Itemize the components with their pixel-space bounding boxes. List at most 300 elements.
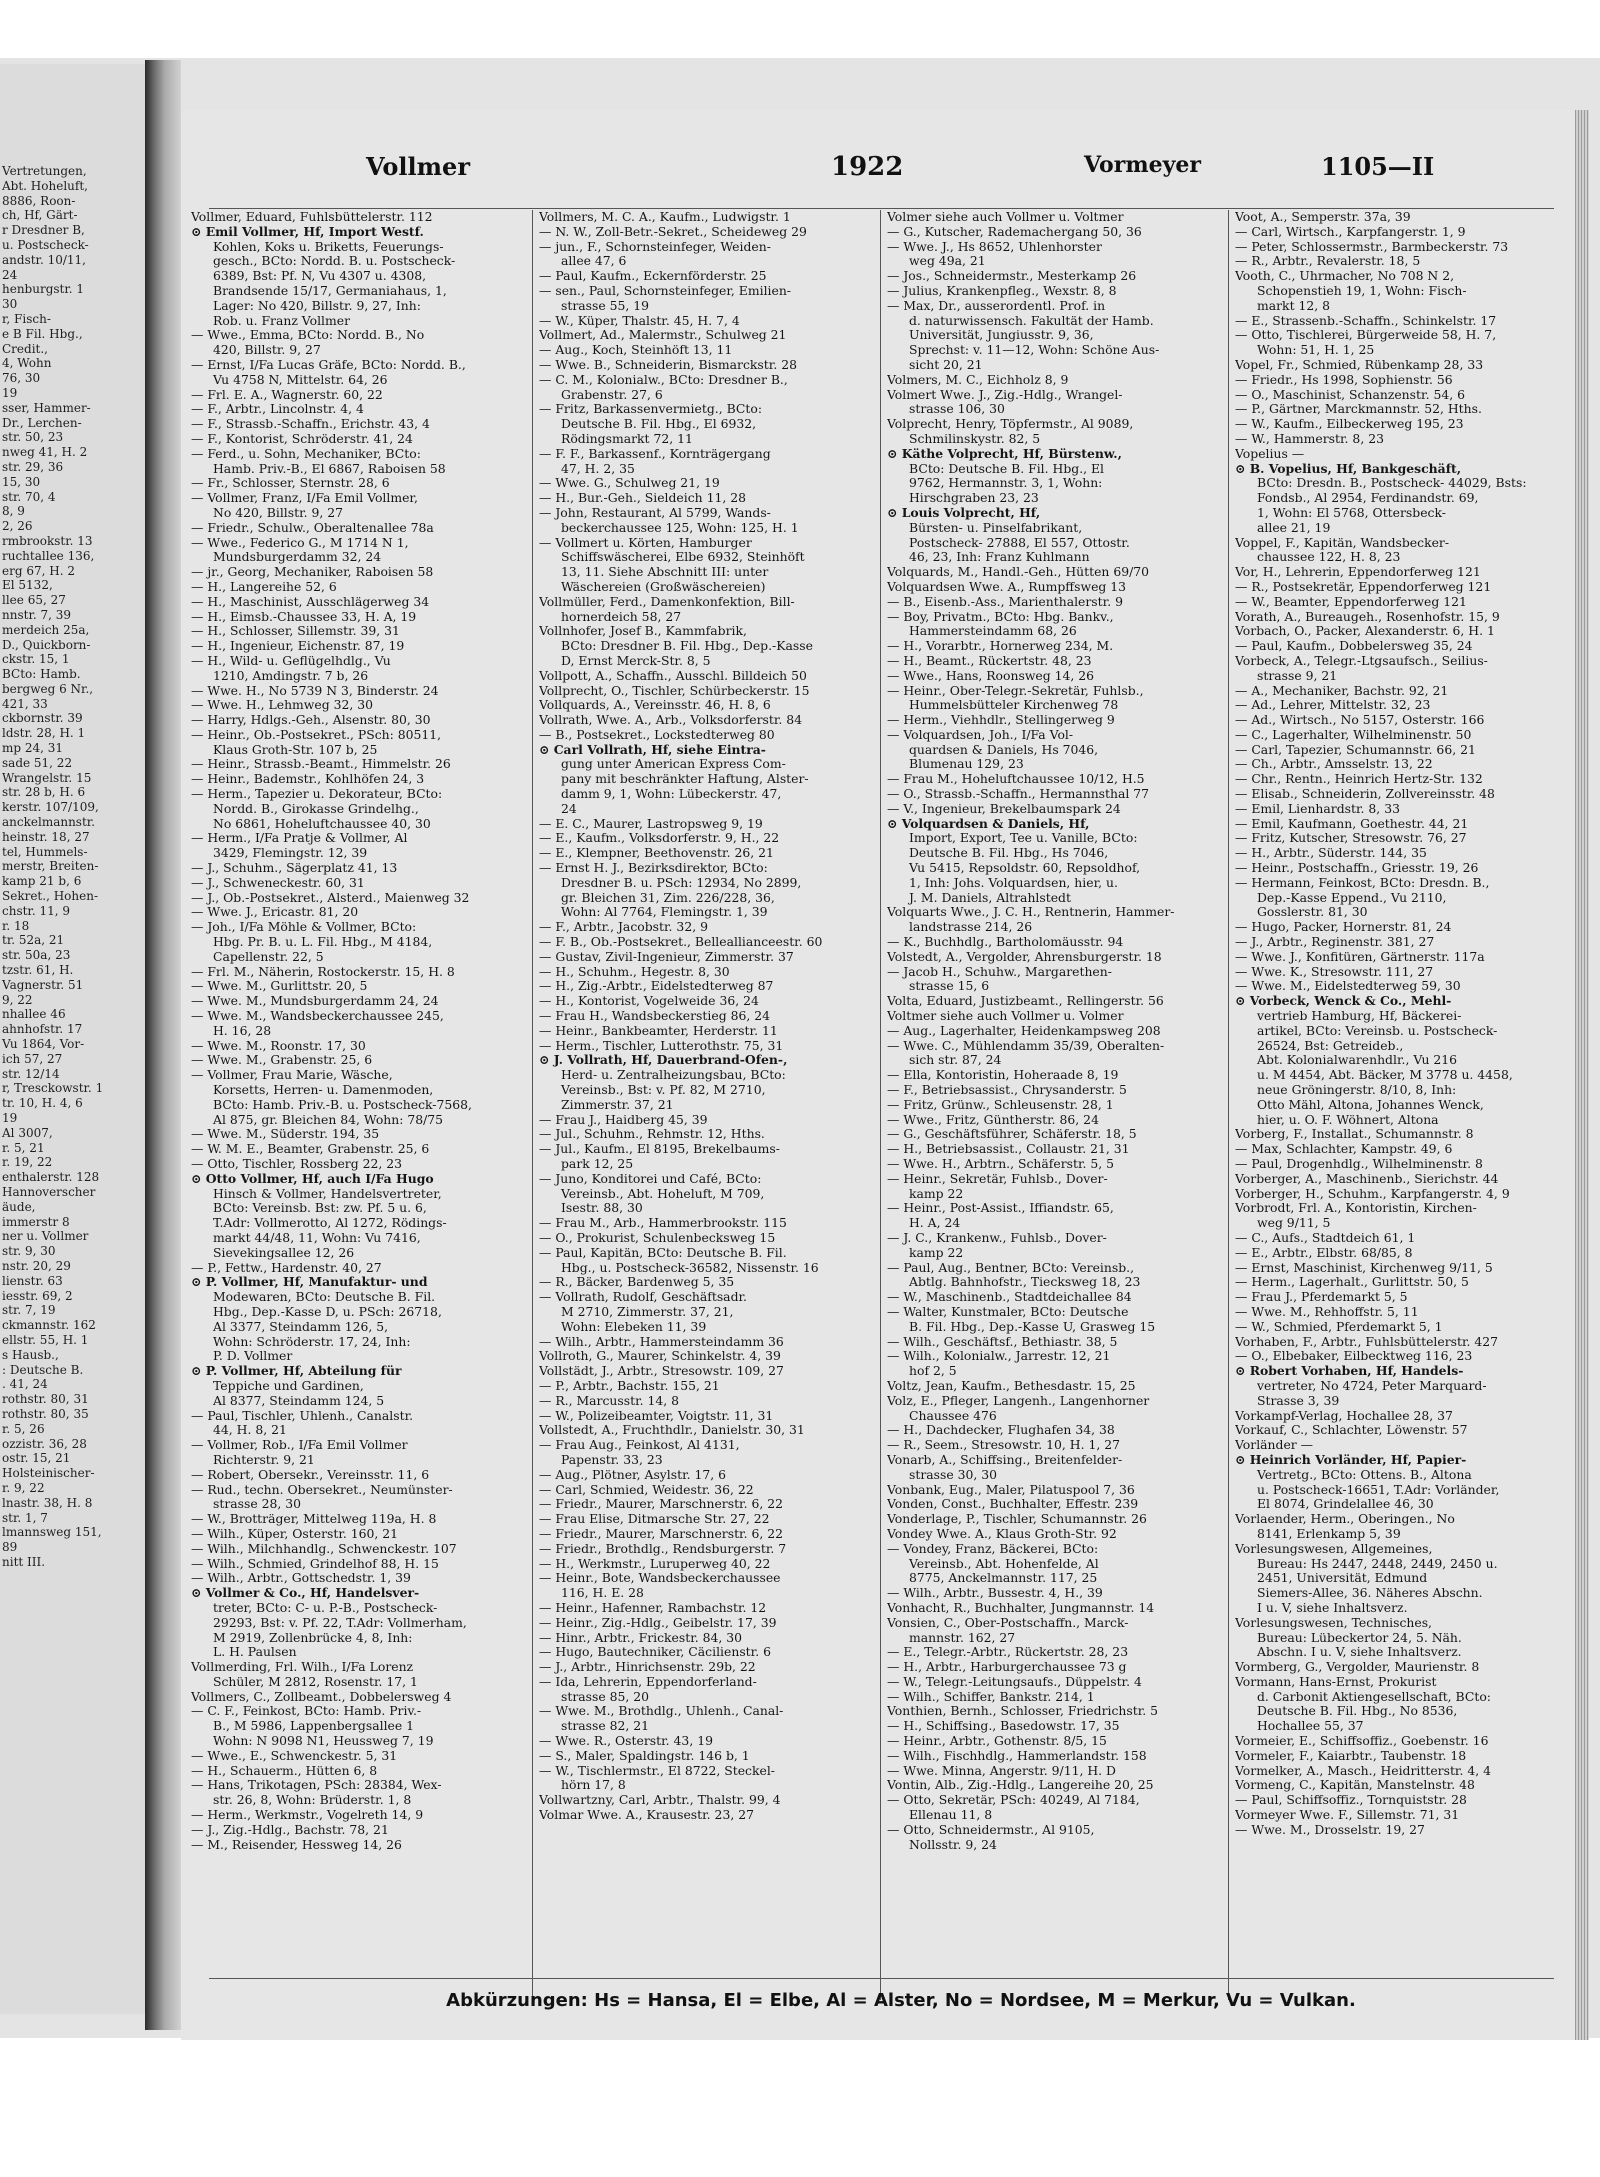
directory-entry: neue Gröningerstr. 8/10, 8, Inh: <box>1257 1083 1457 1098</box>
directory-entry: — H., Vorarbtr., Hornerweg 234, M. <box>887 639 1114 654</box>
directory-entry: Vonsien, C., Ober-Postschaffn., Marck- <box>887 1615 1129 1630</box>
directory-entry: — Aug., Lagerhalter, Heidenkampsweg 208 <box>887 1023 1161 1038</box>
left-page-fragment: rmbrookstr. 13 <box>2 533 93 548</box>
directory-entry: Schiffswäscherei, Elbe 6932, Steinhöft <box>561 550 805 565</box>
directory-entry: landstrasse 214, 26 <box>909 920 1033 935</box>
directory-entry: gesch., BCto: Nordd. B. u. Postscheck- <box>213 254 456 269</box>
directory-entry: Abschn. I u. V, siehe Inhaltsverz. <box>1257 1645 1462 1660</box>
left-page-fragment: r. 18 <box>2 918 30 933</box>
directory-entry: Vormeier, E., Schiffsoffiz., Goebenstr. 16 <box>1235 1734 1489 1749</box>
left-page-fragment: r Dresdner B, <box>2 223 85 238</box>
directory-entry: — Wwe. M., Süderstr. 194, 35 <box>191 1127 380 1142</box>
directory-entry: Vorbach, O., Packer, Alexanderstr. 6, H. 1 <box>1235 624 1495 639</box>
directory-entry: Strasse 3, 39 <box>1257 1393 1340 1408</box>
directory-entry: — Vollmer, Frau Marie, Wäsche, <box>191 1068 393 1083</box>
directory-entry: d. Carbonit Aktiengesellschaft, BCto: <box>1257 1689 1491 1704</box>
left-page-fragment: Vertretungen, <box>2 164 87 178</box>
directory-entry: Vollmüller, Ferd., Damenkonfektion, Bill- <box>539 594 795 609</box>
left-page-fragment: El 5132, <box>2 578 53 593</box>
left-page-fragment: iesstr. 69, 2 <box>2 1288 73 1303</box>
directory-entry: Wäschereien (Großwäschereien) <box>561 579 766 594</box>
directory-entry: BCto: Dresdn. B., Postscheck- 44029, Bsts: <box>1257 476 1527 491</box>
left-page-fragment: ruchtallee 136, <box>2 548 95 563</box>
left-page-fragment: ckmannstr. 162 <box>2 1318 96 1333</box>
directory-entry: H. 16, 28 <box>213 1023 272 1038</box>
left-page-fragment: 19 <box>2 385 18 400</box>
directory-entry: Vorlesungswesen, Allgemeines, <box>1235 1541 1433 1556</box>
left-page-fragment: ich 57, 27 <box>2 1051 63 1066</box>
column-divider <box>880 210 881 2000</box>
directory-entry: Schüler, M 2812, Rosenstr. 17, 1 <box>213 1674 418 1689</box>
directory-entry: — Wwe. H., No 5739 N 3, Binderstr. 24 <box>191 683 439 698</box>
left-page-fragment: Credit., <box>2 341 48 356</box>
directory-entry: Modewaren, BCto: Deutsche B. Fil. <box>213 1290 436 1305</box>
directory-entry: — Juno, Konditorei und Café, BCto: <box>539 1171 762 1186</box>
left-page-fragment: tel, Hummels- <box>2 844 88 859</box>
directory-entry: BCto: Dresdner B. Fil. Hbg., Dep.-Kasse <box>561 639 813 654</box>
directory-entry: — Wwe. C., Mühlendamm 35/39, Oberalten- <box>887 1038 1165 1053</box>
directory-entry: — Wilh., Geschäftsf., Bethiastr. 38, 5 <box>887 1334 1118 1349</box>
directory-entry: Sievekingsallee 12, 26 <box>213 1245 355 1260</box>
directory-entry: Import, Export, Tee u. Vanille, BCto: <box>909 831 1138 846</box>
directory-entry: — E., Strassenb.-Schaffn., Schinkelstr. 17 <box>1235 313 1497 328</box>
directory-entry: — O., Strassb.-Schaffn., Hermannsthal 77 <box>887 787 1150 802</box>
footer-rule <box>209 1978 1554 1979</box>
left-page-fragment: str. 9, 30 <box>2 1244 56 1259</box>
directory-entry: — Elisab., Schneiderin, Zollvereinsstr. 48 <box>1235 787 1495 802</box>
directory-entry: — W., Maschinenb., Stadtdeichallee 84 <box>887 1290 1132 1305</box>
directory-entry: — R., Seem., Stresowstr. 10, H. 1, 27 <box>887 1438 1120 1453</box>
left-page-fragment: 4, Wohn <box>2 356 52 371</box>
left-page-fragment: chstr. 11, 9 <box>2 903 71 918</box>
left-page-fragment: heinstr. 18, 27 <box>2 829 90 844</box>
directory-entry: — Friedr., Hs 1998, Sophienstr. 56 <box>1235 372 1453 387</box>
directory-entry: ⊙ Robert Vorhaben, Hf, Handels- <box>1235 1364 1464 1379</box>
directory-entry: — F., Betriebsassist., Chrysanderstr. 5 <box>887 1083 1127 1098</box>
directory-entry: 116, H. E. 28 <box>561 1586 644 1601</box>
directory-entry: gr. Bleichen 31, Zim. 226/228, 36, <box>561 890 775 905</box>
directory-entry: — Hans, Trikotagen, PSch: 28384, Wex- <box>191 1778 442 1793</box>
directory-entry: ⊙ Volquardsen & Daniels, Hf, <box>887 816 1090 831</box>
directory-entry: D, Ernst Merck-Str. 8, 5 <box>561 653 711 668</box>
directory-entry: P. D. Vollmer <box>213 1349 293 1364</box>
directory-entry: Vollstedt, A., Fruchthdlr., Danielstr. 30, 31 <box>539 1423 805 1438</box>
header-year: 1922 <box>831 152 904 182</box>
directory-entry: — J., Arbtr., Hinrichsenstr. 29b, 22 <box>539 1660 756 1675</box>
directory-entry: — N. W., Zoll-Betr.-Sekret., Scheideweg 29 <box>539 224 807 239</box>
directory-entry: Vormeyer Wwe. F., Sillemstr. 71, 31 <box>1235 1808 1460 1823</box>
directory-entry: kamp 22 <box>909 1186 964 1201</box>
left-page-fragment: tr. 10, H. 4, 6 <box>2 1096 83 1111</box>
left-page-fragment: 76, 30 <box>2 371 41 386</box>
directory-entry: Hummelsbütteler Kirchenweg 78 <box>909 698 1119 713</box>
directory-entry: — W., Schmied, Pferdemarkt 5, 1 <box>1235 1319 1443 1334</box>
directory-entry: strasse 106, 30 <box>909 402 1005 417</box>
directory-entry: — P., Gärtner, Marckmannstr. 52, Hths. <box>1235 402 1482 417</box>
directory-entry: BCto: Vereinsb. Bst: zw. Pf. 5 u. 6, <box>213 1201 427 1216</box>
left-page-fragment: str. 70, 4 <box>2 489 56 504</box>
directory-entry: — Frl. E. A., Wagnerstr. 60, 22 <box>191 387 383 402</box>
directory-entry: Zimmerstr. 37, 21 <box>561 1097 674 1112</box>
left-page-fragment: Vu 1864, Vor- <box>2 1037 85 1052</box>
directory-entry: — R., Arbtr., Revalerstr. 18, 5 <box>1235 254 1421 269</box>
directory-entry: Vorkauf, C., Schlachter, Löwenstr. 57 <box>1235 1423 1468 1438</box>
directory-entry: — Fritz, Barkassenvermietg., BCto: <box>539 402 762 417</box>
directory-entry: — Herm., I/Fa Pratje & Vollmer, Al <box>191 831 408 846</box>
directory-entry: 26524, Bst: Getreideb., <box>1257 1038 1404 1053</box>
directory-entry: — Ferd., u. Sohn, Mechaniker, BCto: <box>191 446 421 461</box>
directory-entry: — Wwe. H., Arbtrn., Schäferstr. 5, 5 <box>887 1157 1115 1171</box>
directory-entry: — W., Hammerstr. 8, 23 <box>1235 431 1384 446</box>
directory-entry: — jr., Georg, Mechaniker, Raboisen 58 <box>191 565 434 580</box>
directory-entry: — Carl, Tapezier, Schumannstr. 66, 21 <box>1235 742 1476 757</box>
page-header <box>181 152 1575 196</box>
directory-entry: — Wilh., Arbtr., Hammersteindamm 36 <box>539 1334 784 1349</box>
directory-entry: vertrieb Hamburg, Hf, Bäckerei- <box>1257 1009 1462 1024</box>
left-page-fragment: kerstr. 107/109, <box>2 800 99 815</box>
directory-entry: u. M 4454, Abt. Bäcker, M 3778 u. 4458, <box>1257 1068 1513 1083</box>
left-page-fragment: nitt III. <box>2 1554 46 1569</box>
directory-entry: — Heinr., Postschaffn., Griesstr. 19, 26 <box>1235 861 1479 876</box>
directory-entry: — Hermann, Feinkost, BCto: Dresdn. B., <box>1235 875 1490 890</box>
directory-entry: — Wwe. M., Mundsburgerdamm 24, 24 <box>191 994 439 1009</box>
left-page-fragment: r, Tresckowstr. 1 <box>2 1081 104 1096</box>
directory-entry: 8775, Anckelmannstr. 117, 25 <box>909 1571 1098 1586</box>
left-page-fragment: str. 29, 36 <box>2 459 64 474</box>
directory-entry: Vereinsb., Bst: v. Pf. 82, M 2710, <box>561 1083 766 1098</box>
directory-entry: strasse 55, 19 <box>561 298 650 313</box>
directory-entry: 2451, Universität, Edmund <box>1257 1571 1428 1586</box>
directory-entry: — Hugo, Bautechniker, Cäcilienstr. 6 <box>539 1645 771 1660</box>
directory-entry: Wohn: N 9098 N1, Heussweg 7, 19 <box>213 1734 434 1749</box>
directory-entry: Teppiche und Gardinen, <box>213 1378 364 1393</box>
directory-entry: Vollroth, G., Maurer, Schinkelstr. 4, 39 <box>539 1349 781 1364</box>
directory-entry: Dep.-Kasse Eppend., Vu 2110, <box>1257 890 1447 905</box>
left-page-fragment: 19 <box>2 1111 18 1125</box>
directory-entry: Volmers, M. C., Eichholz 8, 9 <box>887 372 1069 387</box>
directory-entry: Richterstr. 9, 21 <box>213 1452 315 1467</box>
directory-entry: 9762, Hermannstr. 3, 1, Wohn: <box>909 476 1103 491</box>
abbreviations-footer: Abkürzungen: Hs = Hansa, El = Elbe, Al = Alster, No = Nordsee, M = Merkur, Vu = Vulkan. <box>446 1990 1356 2011</box>
directory-entry: Voppel, F., Kapitän, Wandsbecker- <box>1235 535 1450 550</box>
directory-entry: L. H. Paulsen <box>213 1645 297 1660</box>
directory-entry: — Paul, Kaufm., Eckernförderstr. 25 <box>539 269 767 284</box>
left-page-edge <box>0 64 146 2014</box>
directory-entry: — Wwe. M., Wandsbeckerchaussee 245, <box>191 1009 444 1024</box>
directory-entry: — J., Ob.-Postsekret., Alsterd., Maienweg 32 <box>191 890 470 905</box>
directory-entry: — Wwe., Fritz, Güntherstr. 86, 24 <box>887 1112 1099 1127</box>
directory-entry: — Heinr., Ob.-Postsekret., PSch: 80511, <box>191 727 442 742</box>
directory-entry: 47, H. 2, 35 <box>561 461 635 476</box>
directory-entry: — Emil, Kaufmann, Goethestr. 44, 21 <box>1235 816 1469 831</box>
directory-entry: — G., Geschäftsführer, Schäferstr. 18, 5 <box>887 1127 1137 1142</box>
book-gutter <box>145 60 181 2030</box>
column-4 <box>1235 210 1571 1910</box>
directory-entry: Vollstädt, J., Arbtr., Stresowstr. 109, 27 <box>539 1364 784 1379</box>
left-page-fragment: 421, 33 <box>2 696 48 711</box>
directory-entry: — H., Zig.-Arbtr., Eidelstedterweg 87 <box>539 979 774 994</box>
directory-entry: — Harry, Hdlgs.-Geh., Alsenstr. 80, 30 <box>191 713 431 728</box>
directory-entry: — Ad., Wirtsch., No 5157, Osterstr. 166 <box>1235 713 1485 728</box>
directory-entry: 46, 23, Inh: Franz Kuhlmann <box>909 550 1090 565</box>
directory-entry: markt 44/48, 11, Wohn: Vu 7416, <box>213 1230 421 1245</box>
directory-entry: — P., Fettw., Hardenstr. 40, 27 <box>191 1260 382 1275</box>
directory-entry: Al 875, gr. Bleichen 84, Wohn: 78/75 <box>213 1112 444 1127</box>
directory-entry: Deutsche B. Fil. Hbg., No 8536, <box>1257 1704 1458 1719</box>
directory-entry: ⊙ Heinrich Vorländer, Hf, Papier- <box>1235 1452 1467 1467</box>
directory-entry: — Wwe. K., Stresowstr. 111, 27 <box>1235 964 1434 979</box>
left-page-fragment: Al 3007, <box>2 1125 53 1140</box>
left-page-fragment: nstr. 20, 29 <box>2 1258 71 1273</box>
directory-entry: — Robert, Obersekr., Vereinsstr. 11, 6 <box>191 1467 430 1482</box>
directory-entry: — H., Schauerm., Hütten 6, 8 <box>191 1763 378 1778</box>
directory-entry: — Aug., Plötner, Asylstr. 17, 6 <box>539 1467 727 1482</box>
directory-entry: — H., Werkmstr., Luruperweg 40, 22 <box>539 1556 771 1571</box>
directory-entry: — Vollmert u. Körten, Hamburger <box>539 535 752 550</box>
directory-entry: Korsetts, Herren- u. Damenmoden, <box>213 1083 434 1098</box>
directory-entry: — Jul., Kaufm., El 8195, Brekelbaums- <box>539 1142 780 1157</box>
directory-entry: Vollmert, Ad., Malermstr., Schulweg 21 <box>539 328 787 343</box>
directory-entry: — E., Arbtr., Elbstr. 68/85, 8 <box>1235 1245 1413 1260</box>
left-page-fragment: nhallee 46 <box>2 1007 66 1022</box>
directory-entry: — Walter, Kunstmaler, BCto: Deutsche <box>887 1304 1129 1319</box>
directory-entry: strasse 9, 21 <box>1257 668 1338 683</box>
directory-entry: Herd- u. Zentralheizungsbau, BCto: <box>561 1068 786 1083</box>
left-page-fragment: ldstr. 28, H. 1 <box>2 726 86 741</box>
directory-entry: — W., Telegr.-Leitungsaufs., Düppelstr. 4 <box>887 1674 1142 1689</box>
left-page-fragment: e B Fil. Hbg., <box>2 326 83 341</box>
left-page-fragment: r. 5, 21 <box>2 1140 45 1155</box>
page-number: 1105—II <box>1321 152 1435 181</box>
directory-entry: — Herm., Werkmstr., Vogelreth 14, 9 <box>191 1808 424 1823</box>
directory-entry: ⊙ Emil Vollmer, Hf, Import Westf. <box>191 224 424 239</box>
directory-entry: Volprecht, Henry, Töpfermstr., Al 9089, <box>887 417 1134 432</box>
directory-entry: Schopenstieh 19, 1, Wohn: Fisch- <box>1257 283 1467 298</box>
directory-entry: Vollwartzny, Carl, Arbtr., Thalstr. 99, 4 <box>539 1793 781 1808</box>
directory-entry: Wohn: Elebeken 11, 39 <box>561 1319 707 1334</box>
directory-entry: Vollrath, Wwe. A., Arb., Volksdorferstr. 84 <box>539 713 803 728</box>
directory-entry: — Ida, Lehrerin, Eppendorferland- <box>539 1674 757 1689</box>
left-page-fragment: D., Quickborn- <box>2 637 91 652</box>
directory-entry: — Ch., Arbtr., Amsselstr. 13, 22 <box>1235 757 1433 772</box>
left-page-fragment: ostr. 15, 21 <box>2 1451 71 1466</box>
directory-entry: Volquardsen Wwe. A., Rumpffsweg 13 <box>887 579 1127 594</box>
directory-entry: — Frau Elise, Ditmarsche Str. 27, 22 <box>539 1512 770 1527</box>
directory-entry: — O., Prokurist, Schulenbecksweg 15 <box>539 1230 776 1245</box>
directory-entry: Wohn: Al 7764, Flemingstr. 1, 39 <box>561 905 768 920</box>
directory-entry: Hammersteindamm 68, 26 <box>909 624 1077 639</box>
directory-entry: — S., Maler, Spaldingstr. 146 b, 1 <box>539 1748 750 1763</box>
directory-entry: — H., Ingenieur, Eichenstr. 87, 19 <box>191 639 405 654</box>
directory-entry: Wohn: Schröderstr. 17, 24, Inh: <box>213 1334 411 1349</box>
left-page-fragment: 2, 26 <box>2 519 33 534</box>
left-page-fragment: ner u. Vollmer <box>2 1229 89 1244</box>
directory-entry: — Frau M., Arb., Hammerbrookstr. 115 <box>539 1216 787 1231</box>
directory-entry: — W., Tischlermstr., El 8722, Steckel- <box>539 1763 775 1778</box>
directory-entry: Vormberg, G., Vergolder, Maurienstr. 8 <box>1235 1660 1480 1675</box>
directory-entry: — Wwe. Minna, Angerstr. 9/11, H. D <box>887 1763 1116 1778</box>
left-page-fragment: sade 51, 22 <box>2 755 73 770</box>
directory-entry: — Wwe., E., Schwenckestr. 5, 31 <box>191 1748 398 1763</box>
directory-entry: markt 12, 8 <box>1257 298 1331 313</box>
directory-entry: hof 2, 5 <box>909 1364 957 1379</box>
directory-entry: — Wwe., Hans, Roonsweg 14, 26 <box>887 668 1095 683</box>
directory-entry: Vonarb, A., Schiffsing., Breitenfelder- <box>887 1452 1123 1467</box>
header-rule <box>209 208 1554 209</box>
directory-entry: Vonhacht, R., Buchhalter, Jungmannstr. 14 <box>887 1600 1155 1615</box>
directory-entry: — H., Arbtr., Süderstr. 144, 35 <box>1235 846 1427 861</box>
left-page-fragment: str. 12/14 <box>2 1066 60 1081</box>
directory-entry: — W. M. E., Beamter, Grabenstr. 25, 6 <box>191 1142 430 1157</box>
directory-entry: — Otto, Schneidermstr., Al 9105, <box>887 1822 1095 1837</box>
directory-entry: — Vollrath, Rudolf, Geschäftsadr. <box>539 1290 747 1305</box>
directory-entry: — Max, Dr., ausserordentl. Prof. in <box>887 298 1106 313</box>
directory-entry: — Wilh., Schiffer, Bankstr. 214, 1 <box>887 1689 1095 1704</box>
directory-entry: — H., Langereihe 52, 6 <box>191 579 337 594</box>
directory-entry: — E., Kaufm., Volksdorferstr. 9, H., 22 <box>539 831 780 846</box>
directory-entry: Vorlesungswesen, Technisches, <box>1235 1615 1432 1630</box>
directory-entry: — C., Aufs., Stadtdeich 61, 1 <box>1235 1230 1416 1245</box>
directory-entry: — Herm., Tischler, Lutterothstr. 75, 31 <box>539 1038 784 1053</box>
directory-entry: — Ernst H. J., Bezirksdirektor, BCto: <box>539 861 768 876</box>
directory-entry: Chaussee 476 <box>909 1408 997 1423</box>
directory-entry: — Friedr., Brothdlg., Rendsburgerstr. 7 <box>539 1541 787 1556</box>
directory-entry: — Jos., Schneidermstr., Mesterkamp 26 <box>887 269 1137 284</box>
directory-entry: Grabenstr. 27, 6 <box>561 387 663 402</box>
directory-entry: Universität, Jungiusstr. 9, 36, <box>909 328 1094 343</box>
directory-entry: Volquarts Wwe., J. C. H., Rentnerin, Hammer- <box>887 905 1175 920</box>
left-page-fragment: enthalerstr. 128 <box>2 1170 100 1185</box>
directory-entry: — Wilh., Schmied, Grindelhof 88, H. 15 <box>191 1556 439 1571</box>
directory-entry: — Friedr., Schulw., Oberaltenallee 78a <box>191 520 434 535</box>
directory-entry: — Wilh., Arbtr., Gottschedstr. 1, 39 <box>191 1571 411 1586</box>
directory-entry: — Paul, Drogenhdlg., Wilhelminenstr. 8 <box>1235 1157 1483 1171</box>
directory-entry: — Paul, Tischler, Uhlenh., Canalstr. <box>191 1408 414 1423</box>
directory-entry: ⊙ Carl Vollrath, Hf, siehe Eintra- <box>539 742 766 757</box>
directory-entry: hier, u. O. F. Wöhnert, Altona <box>1257 1112 1439 1127</box>
left-page-fragment: BCto: Hamb. <box>2 667 81 682</box>
directory-entry: 6389, Bst: Pf. N, Vu 4307 u. 4308, <box>213 269 427 284</box>
directory-entry: park 12, 25 <box>561 1157 634 1171</box>
directory-entry: Hamb. Priv.-B., El 6867, Raboisen 58 <box>213 461 446 476</box>
directory-entry: M 2710, Zimmerstr. 37, 21, <box>561 1304 734 1319</box>
directory-entry: Vorhaben, F., Arbtr., Fuhlsbüttelerstr. 427 <box>1235 1334 1499 1349</box>
directory-entry: — Friedr., Maurer, Marschnerstr. 6, 22 <box>539 1526 784 1541</box>
directory-entry: — E., Telegr.-Arbtr., Rückertstr. 28, 23 <box>887 1645 1129 1660</box>
directory-entry: — F., Arbtr., Lincolnstr. 4, 4 <box>191 402 364 417</box>
directory-entry: ⊙ P. Vollmer, Hf, Manufaktur- und <box>191 1275 428 1290</box>
directory-entry: — Aug., Koch, Steinhöft 13, 11 <box>539 343 733 358</box>
directory-entry: — Fritz, Kutscher, Stresowstr. 76, 27 <box>1235 831 1467 846</box>
directory-entry: — Rud., techn. Obersekret., Neumünster- <box>191 1482 453 1497</box>
left-page-fragment: s Hausb., <box>2 1347 59 1362</box>
directory-entry: — R., Marcusstr. 14, 8 <box>539 1393 680 1408</box>
directory-entry: — Vollmer, Rob., I/Fa Emil Vollmer <box>191 1438 408 1453</box>
left-page-fragment: r. 19, 22 <box>2 1155 53 1170</box>
directory-entry: strasse 85, 20 <box>561 1689 650 1704</box>
left-page-fragment: Wrangelstr. 15 <box>2 770 92 785</box>
directory-entry: sicht 20, 21 <box>909 357 983 372</box>
directory-entry: — Paul, Kapitän, BCto: Deutsche B. Fil. <box>539 1245 787 1260</box>
directory-entry: artikel, BCto: Vereinsb. u. Postscheck- <box>1257 1023 1498 1038</box>
directory-entry: — F., Arbtr., Jacobstr. 32, 9 <box>539 920 708 935</box>
directory-entry: — H., Dachdecker, Flughafen 34, 38 <box>887 1423 1115 1438</box>
directory-entry: — H., Eimsb.-Chaussee 33, H. A, 19 <box>191 609 417 624</box>
directory-entry: — Vondey, Franz, Bäckerei, BCto: <box>887 1541 1099 1556</box>
directory-entry: — Peter, Schlossermstr., Barmbeckerstr. 73 <box>1235 239 1509 254</box>
directory-entry: — Frau M., Hoheluftchaussee 10/12, H.5 <box>887 772 1145 787</box>
left-page-fragment: str. 1, 7 <box>2 1510 48 1525</box>
directory-entry: — Wwe. B., Schneiderin, Bismarckstr. 28 <box>539 357 797 372</box>
directory-entry: sich str. 87, 24 <box>909 1053 1002 1068</box>
directory-entry: Ellenau 11, 8 <box>909 1808 993 1823</box>
directory-entry: H. A, 24 <box>909 1216 961 1231</box>
directory-entry: — Heinr., Post-Assist., Iffiandstr. 65, <box>887 1201 1114 1216</box>
left-page-fragment: 8886, Roon- <box>2 193 76 208</box>
directory-entry: Vonderlage, P., Tischler, Schumannstr. 26 <box>887 1512 1147 1527</box>
directory-entry: — Herm., Lagerhalt., Gurlittstr. 50, 5 <box>1235 1275 1469 1290</box>
directory-entry: — Wwe. R., Osterstr. 43, 19 <box>539 1734 713 1749</box>
directory-entry: ⊙ Louis Volprecht, Hf, <box>887 505 1041 520</box>
directory-entry: Vollnhofer, Josef B., Kammfabrik, <box>539 624 747 639</box>
directory-entry: — Ernst, I/Fa Lucas Gräfe, BCto: Nordd. B., <box>191 357 466 372</box>
left-page-fragment: ahnhofstr. 17 <box>2 1022 83 1037</box>
directory-entry: — Paul, Schiffsoffiz., Tornquiststr. 28 <box>1235 1793 1467 1808</box>
directory-entry: BCto: Hamb. Priv.-B. u. Postscheck-7568, <box>213 1097 472 1112</box>
directory-entry: Vonden, Const., Buchhalter, Effestr. 239 <box>887 1497 1139 1512</box>
directory-entry: strasse 30, 30 <box>909 1467 998 1482</box>
directory-entry: Volmert Wwe. J., Zig.-Hdlg., Wrangel- <box>887 387 1123 402</box>
directory-entry: — Ernst, Maschinist, Kirchenweg 9/11, 5 <box>1235 1260 1493 1275</box>
directory-entry: 13, 11. Siehe Abschnitt III: unter <box>561 565 769 580</box>
directory-entry: Hbg., u. Postscheck-36582, Nissenstr. 16 <box>561 1260 819 1275</box>
directory-entry: Mundsburgerdamm 32, 24 <box>213 550 382 565</box>
directory-entry: — V., Ingenieur, Brekelbaumspark 24 <box>887 801 1121 816</box>
left-page-fragment: u. Postscheck- <box>2 237 89 252</box>
directory-entry: ⊙ P. Vollmer, Hf, Abteilung für <box>191 1364 402 1379</box>
directory-entry: 44, H. 8, 21 <box>213 1423 287 1438</box>
directory-entry: Vollprecht, O., Tischler, Schürbeckerstr. 15 <box>539 683 810 698</box>
header-left-keyword: Vollmer <box>366 152 470 181</box>
left-page-fragment: tr. 52a, 21 <box>2 933 65 948</box>
directory-entry: u. Postscheck-16651, T.Adr: Vorländer, <box>1257 1482 1500 1497</box>
directory-entry: — Wwe. M., Roonstr. 17, 30 <box>191 1038 366 1053</box>
directory-entry: — Wilh., Milchhandlg., Schwenckestr. 107 <box>191 1541 457 1556</box>
directory-page <box>181 110 1575 2040</box>
directory-entry: 1210, Amdingstr. 7 b, 26 <box>213 668 369 683</box>
directory-entry: d. naturwissensch. Fakultät der Hamb. <box>909 313 1154 328</box>
directory-entry: 1, Inh: Johs. Volquardsen, hier, u. <box>909 875 1118 890</box>
directory-entry: Hbg. Pr. B. u. L. Fil. Hbg., M 4184, <box>213 935 433 950</box>
left-page-fragment: rothstr. 80, 35 <box>2 1406 89 1421</box>
directory-entry: El 8074, Grindelallee 46, 30 <box>1257 1497 1434 1512</box>
left-page-fragment: ckbornstr. 39 <box>2 711 83 726</box>
directory-entry: — Wwe. J., Hs 8652, Uhlenhorster <box>887 239 1102 254</box>
directory-entry: — Frau J., Pferdemarkt 5, 5 <box>1235 1290 1408 1305</box>
directory-entry: — Joh., I/Fa Möhle & Vollmer, BCto: <box>191 920 417 935</box>
directory-entry: weg 49a, 21 <box>909 254 986 269</box>
directory-entry: Vorberger, H., Schuhm., Karpfangerstr. 4, 9 <box>1235 1186 1510 1201</box>
directory-entry: Vorlaender, Herm., Oberingen., No <box>1235 1512 1455 1527</box>
directory-entry: — Gustav, Zivil-Ingenieur, Zimmerstr. 37 <box>539 949 794 964</box>
directory-entry: Vormeler, F., Kaiarbtr., Taubenstr. 18 <box>1235 1748 1467 1763</box>
directory-entry: — Wwe. M., Gurlittstr. 20, 5 <box>191 979 368 994</box>
directory-entry: Vorberger, A., Maschinenb., Sierichstr. 44 <box>1235 1171 1499 1186</box>
directory-entry: allee 21, 19 <box>1257 520 1331 535</box>
left-page-fragment: 9, 22 <box>2 992 33 1007</box>
directory-entry: — C. F., Feinkost, BCto: Hamb. Priv.- <box>191 1704 422 1719</box>
directory-entry: — Herm., Viehhdlr., Stellingerweg 9 <box>887 713 1115 728</box>
